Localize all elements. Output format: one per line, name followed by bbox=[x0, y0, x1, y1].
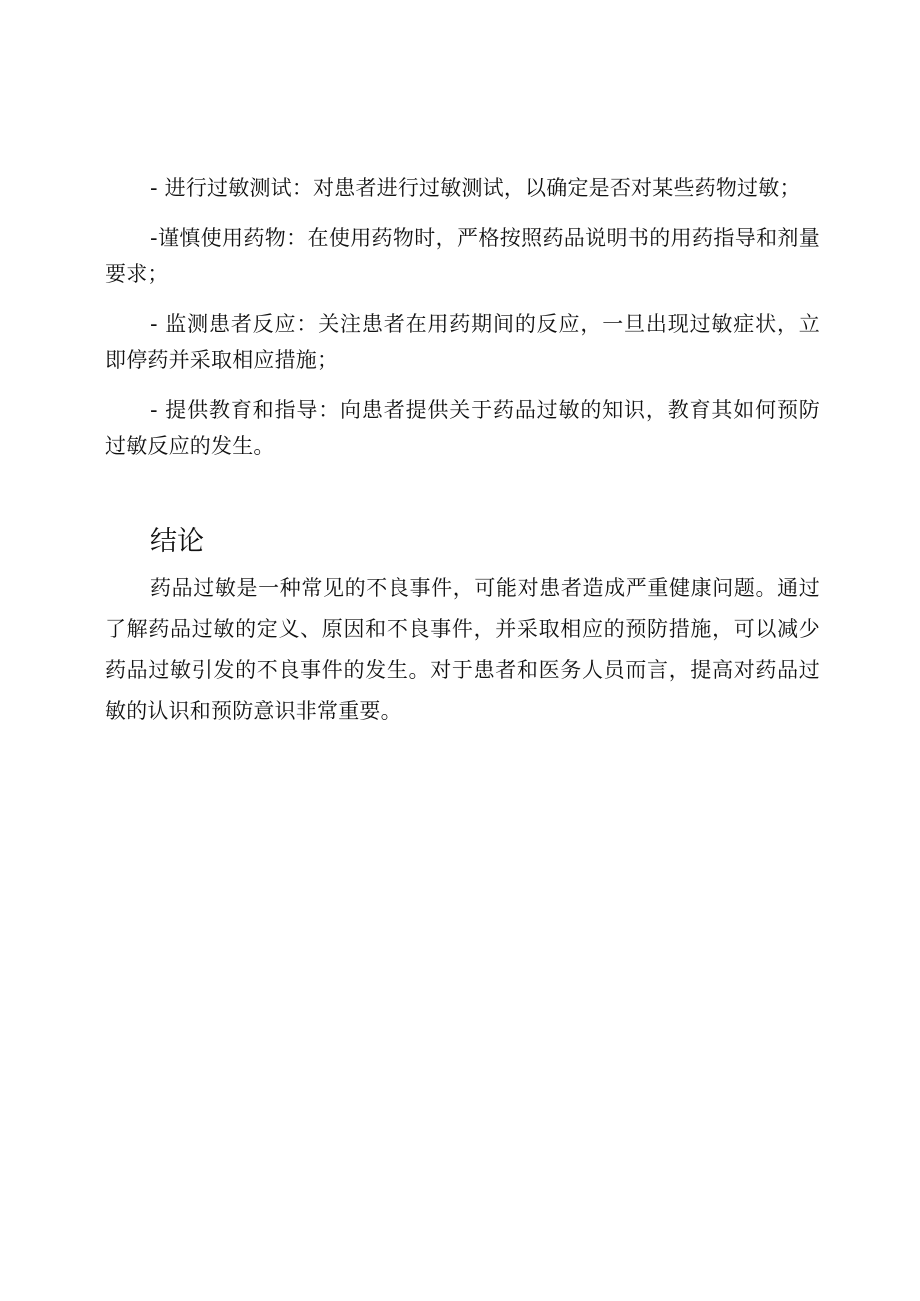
list-item-education: - 提供教育和指导：向患者提供关于药品过敏的知识，教育其如何预防过敏反应的发生。 bbox=[105, 398, 820, 458]
list-item-careful-medication: -谨慎使用药物：在使用药物时，严格按照药品说明书的用药指导和剂量要求； bbox=[105, 226, 820, 286]
page-content bbox=[105, 170, 820, 732]
section-heading-conclusion: 结论 bbox=[150, 526, 204, 557]
conclusion-paragraph: 药品过敏是一种常见的不良事件，可能对患者造成严重健康问题。通过了解药品过敏的定义、原因和不良事件，并采取相应的预防措施，可以减少药品过敏引发的不良事件的发生。对于患者和医务人员而言，提高对药品过敏的认识和预防意识非常重要。 bbox=[105, 576, 820, 723]
list-item-allergy-test: - 进行过敏测试：对患者进行过敏测试，以确定是否对某些药物过敏； bbox=[150, 176, 801, 200]
list-item-monitor-reaction: - 监测患者反应：关注患者在用药期间的反应，一旦出现过敏症状，立即停药并采取相应措施； bbox=[105, 312, 820, 372]
